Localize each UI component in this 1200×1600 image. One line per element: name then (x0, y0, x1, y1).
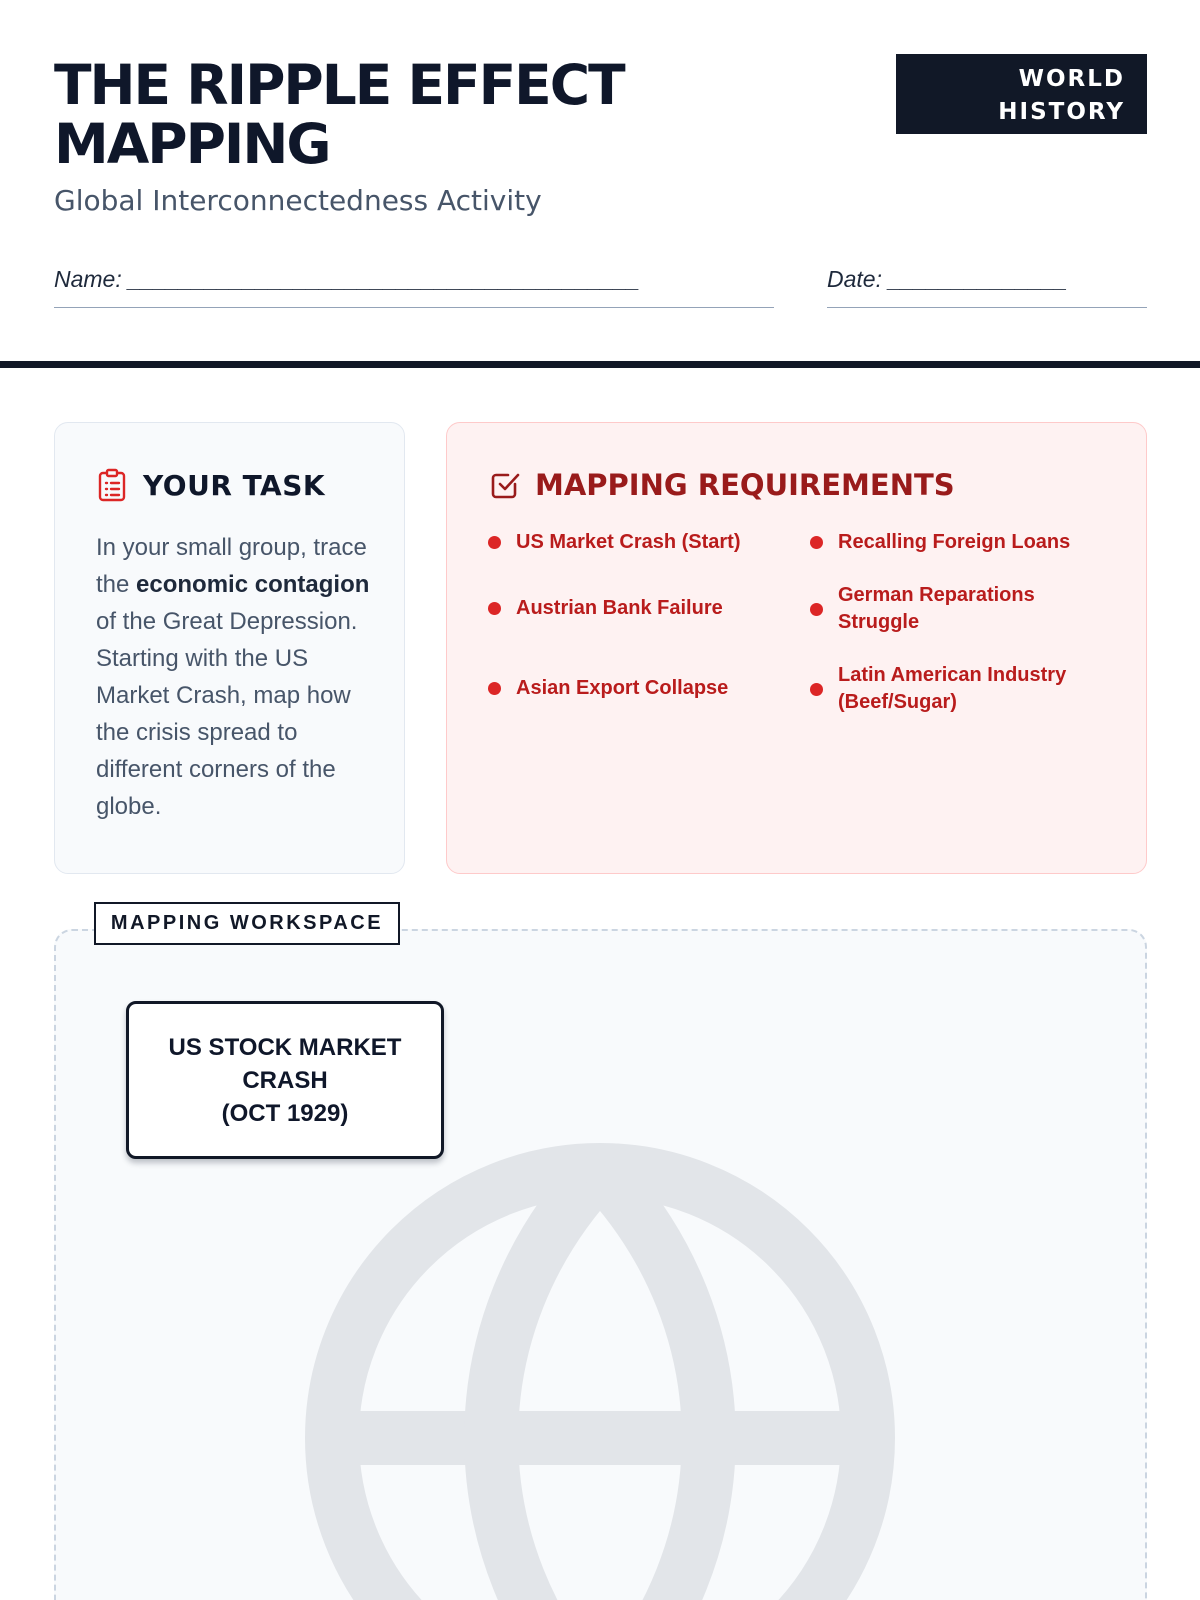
badge-line-2: HISTORY (998, 99, 1125, 125)
requirement-item (810, 582, 1050, 636)
title-line-1: THE RIPPLE EFFECT (54, 53, 624, 117)
task-text-1: In your small group, trace the (96, 534, 367, 598)
name-field[interactable]: Name: ________________________________________ (54, 266, 774, 308)
title-line-2: MAPPING (54, 112, 330, 176)
requirement-label: Recalling Foreign Loans (838, 531, 1071, 553)
globe-icon (305, 1143, 895, 1600)
bullet-dot (810, 536, 823, 549)
date-field[interactable]: Date: ______________ (827, 266, 1147, 308)
requirement-label: Asian Export Collapse (516, 677, 729, 699)
bullet-dot (810, 683, 823, 696)
checkbox-icon (489, 469, 521, 501)
start-node-label: US STOCK MARKET CRASH (OCT 1929) (168, 1033, 402, 1127)
header-divider (0, 361, 1200, 368)
task-description (96, 529, 386, 825)
requirement-item (488, 595, 788, 622)
requirement-item (810, 662, 1070, 716)
requirement-label: Latin American Industry (Beef/Sugar) (838, 664, 1067, 713)
workspace-label: MAPPING WORKSPACE (94, 902, 400, 945)
requirement-label: German Reparations Struggle (838, 584, 1035, 633)
requirement-label: US Market Crash (Start) (516, 531, 741, 553)
requirement-item (810, 529, 1110, 556)
bullet-dot (488, 536, 501, 549)
page-title (54, 53, 814, 176)
requirement-item (488, 675, 788, 702)
requirements-card (446, 422, 1147, 874)
requirements-title: MAPPING REQUIREMENTS (535, 468, 955, 502)
task-title: YOUR TASK (143, 468, 326, 502)
subject-badge (896, 54, 1147, 134)
task-text-2: of the Great Depression. Starting with the US Market Crash, map how the crisis spread to different corners of the globe. (96, 608, 358, 820)
task-card (54, 422, 405, 874)
requirement-label: Austrian Bank Failure (516, 597, 723, 619)
badge-line-1: WORLD (1018, 66, 1125, 92)
page-subtitle: Global Interconnectedness Activity (54, 184, 542, 217)
task-header (97, 468, 325, 502)
bullet-dot (810, 603, 823, 616)
bullet-dot (488, 682, 501, 695)
mapping-workspace[interactable] (54, 929, 1147, 1600)
clipboard-icon (97, 468, 127, 502)
start-node[interactable] (126, 1001, 444, 1159)
bullet-dot (488, 602, 501, 615)
requirement-item (488, 529, 788, 556)
requirements-header (489, 468, 955, 502)
task-text-emphasis: economic contagion (136, 571, 370, 598)
